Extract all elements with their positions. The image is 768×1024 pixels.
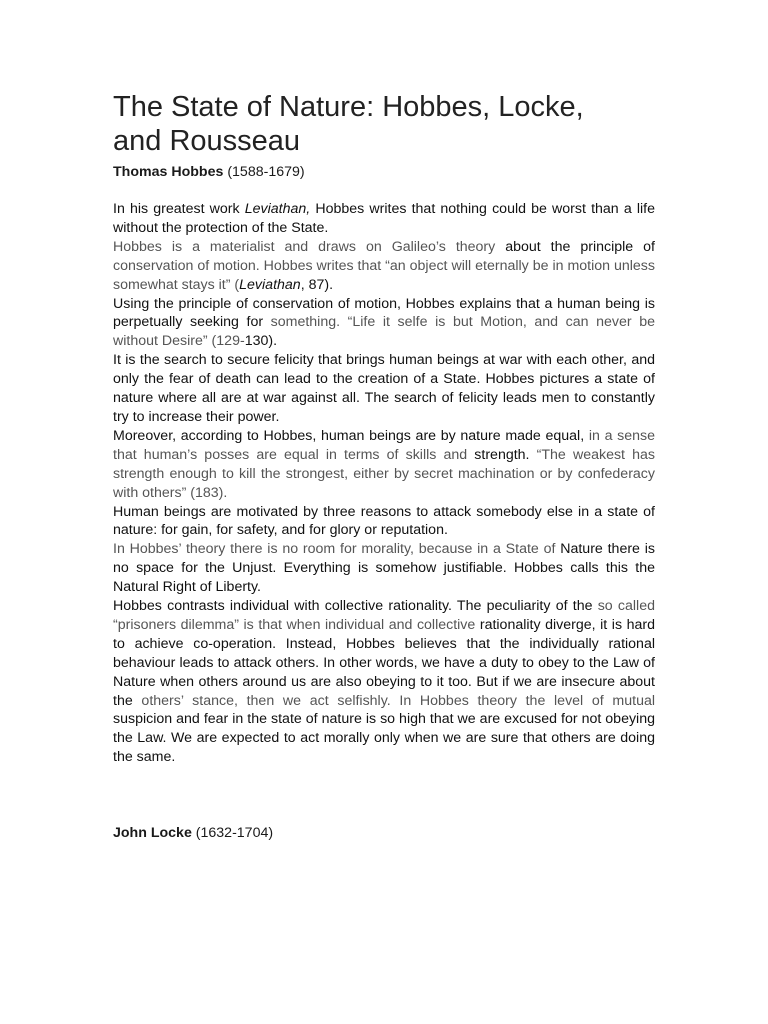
hobbes-name: Thomas Hobbes [113,164,224,180]
paragraph-6: Human beings are motivated by three reasons to attack somebody else in a state of nature: for gain, for safety, and for glory or reputation. [113,503,655,539]
paragraph-3 [113,295,655,352]
p8-text-a: Hobbes contrasts individual with collective rationality. The peculiarity of the [113,598,593,615]
p3-text-a: Using the principle of conservation of motion, Hobbes explains that a human being is perpetually seeking for [113,295,655,331]
locke-name: John Locke [113,825,192,842]
hobbes-heading [113,162,655,182]
p2-leviathan: Leviathan [239,276,301,293]
paragraph-8 [113,597,655,767]
p2-text-a: Hobbes is a materialist and draws on Galileo’s theory [113,238,506,255]
title-line-2: and Rousseau [113,125,301,157]
p1-text-c: Hobbes writes that nothing could be worst than a life without the protection of the State. [113,201,655,236]
hobbes-dates: (1588-1679) [223,164,305,180]
p3-text-c: 130). [244,333,278,350]
p8-text-d: others’ stance, then we act selfishly. In Hobbes theory the level of mutual [132,692,655,709]
hobbes-section [113,200,655,767]
paragraph-5 [113,427,655,503]
document-title [113,90,655,158]
p5-text-a: Moreover, according to Hobbes, human beings are by nature made equal, [113,427,585,444]
p8-text-b: so called “prisoners dilemma” is that when individual and collective [113,598,655,633]
paragraph-1 [113,200,655,238]
locke-heading [113,823,655,843]
p5-text-d: “The weakest has strength enough to kill the strongest, either by secret machination or by confederacy with others” (183). [113,446,656,501]
p5-text-c: strength. [474,446,530,463]
p2-text-b: about the principle of [505,238,655,255]
p8-text-c: rationality diverge, it is hard to achieve co-operation. Instead, Hobbes believes that the individually rational behaviour leads to attack others. In other words, we have a duty to obey to the Law of Nature when others around us are also obeying to it too. But if we are insecure about the [113,616,655,709]
p1-text-a: In his greatest work [113,201,245,217]
p3-text-b: something. “Life it selfe is but Motion, and can never be without Desire” (129- [113,314,655,350]
p7-text-b: Nature there is no space for the Unjust. Everything is somehow justifiable. Hobbes calls this the Natural Right of Liberty. [113,541,655,596]
p2-text-c: conservation of motion. Hobbes writes that “an object will eternally be in motion unless somewhat stays it” ( [113,257,655,293]
p2-text-e: , 87). [300,276,334,293]
title-line-1: The State of Nature: Hobbes, Locke, [113,91,584,123]
p8-text-e: suspicion and fear in the state of nature is so high that we are excused for not obeying the Law. We are expected to act morally only when we are sure that others are doing the same. [113,711,655,766]
paragraph-7 [113,540,655,597]
paragraph-2 [113,238,655,295]
paragraph-4: It is the search to secure felicity that brings human beings at war with each other, and only the fear of death can lead to the creation of a State. Hobbes pictures a state of nature where all are at war against all. The search of felicity leads men to constantly try to increase their power. [113,352,655,425]
p7-text-a: In Hobbes’ theory there is no room for morality, because in a State of [113,541,556,558]
document-page [113,90,655,843]
p5-text-b: in a sense that human’s posses are equal in terms of skills and [113,427,655,463]
p1-leviathan: Leviathan, [244,201,311,217]
locke-dates: (1632-1704) [191,825,274,842]
